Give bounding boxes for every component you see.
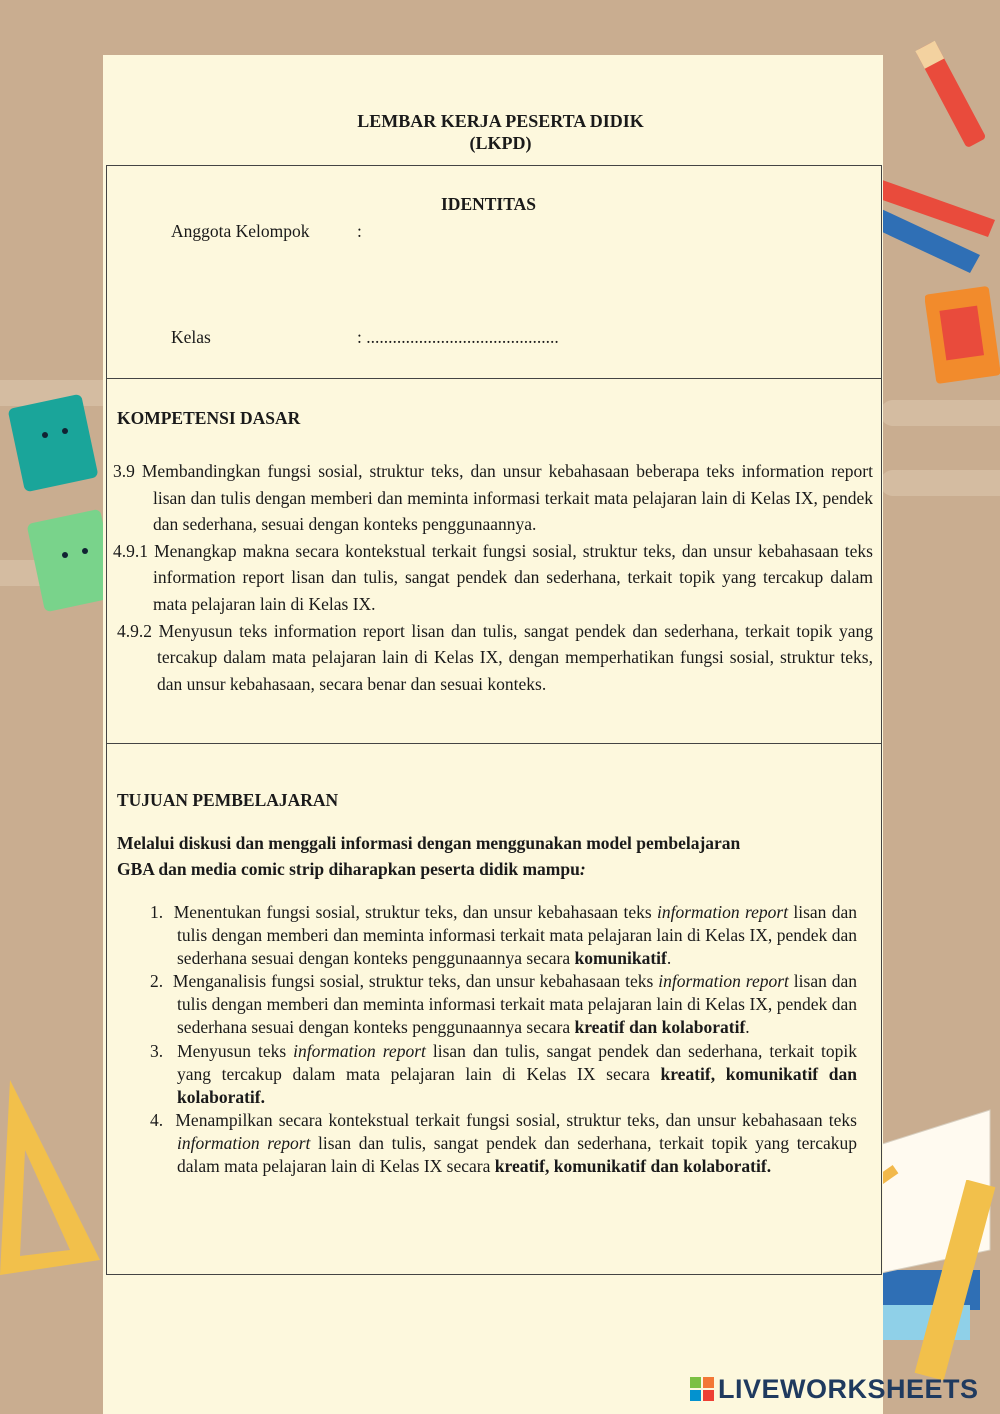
- kompetensi-heading: KOMPETENSI DASAR: [117, 408, 301, 428]
- goal-text: lisan dan tulis, sangat pendek dan sederhana, terkait topik yang tercakup dalam mata pelajaran lain di Kelas IX secara: [177, 1040, 858, 1084]
- tujuan-intro-line-2: GBA dan media comic strip diharapkan peserta didik mampu: [117, 859, 580, 879]
- tujuan-intro: [117, 830, 857, 882]
- title-line-2: (LKPD): [469, 133, 532, 153]
- goal-text-bold: kreatif, komunikatif dan kolaboratif.: [177, 1063, 857, 1107]
- goal-text: Menyusun teks: [177, 1040, 294, 1061]
- identitas-section: [106, 165, 882, 379]
- kelas-value[interactable]: : ............................................: [357, 327, 559, 347]
- goal-item: [150, 1040, 857, 1109]
- tujuan-goal-list: [150, 901, 857, 1178]
- kompetensi-section: [106, 378, 882, 744]
- goal-text: Menampilkan secara kontekstual terkait fungsi sosial, struktur teks, dan unsur kebahasaan teks: [175, 1109, 857, 1130]
- kompetensi-item: [113, 538, 873, 618]
- kompetensi-num: 4.9.2: [117, 620, 152, 641]
- book-character-icon: [0, 385, 110, 495]
- kompetensi-list: [113, 458, 873, 697]
- watermark-text: LIVEWORKSHEETS: [718, 1374, 979, 1404]
- book-icon: [925, 280, 1000, 390]
- ruler-icon: [900, 1180, 1000, 1380]
- goal-item: [150, 970, 857, 1039]
- background-stripe: [880, 470, 1000, 496]
- goal-text-italic: information report: [177, 1132, 311, 1153]
- kompetensi-text: Menyusun teks information report lisan dan tulis, sangat pendek dan sederhana, terkait topik yang tercakup dalam mata pelajaran lain di Kelas IX, dengan memperhatikan fungsi sosial, struktur teks, dan unsur kebahasaan, secara benar dan sesuai konteks.: [157, 620, 874, 694]
- anggota-kelompok-label: Anggota Kelompok: [171, 221, 310, 241]
- goal-num: 3.: [150, 1040, 164, 1061]
- goal-text: lisan dan tulis dengan memberi dan meminta informasi terkait mata pelajaran lain di Kelas IX, pendek dan sederhana sesuai dengan konteks penggunaannya secara: [177, 971, 857, 1038]
- anggota-kelompok-colon: :: [357, 221, 362, 241]
- liveworksheets-logo: [690, 1374, 979, 1405]
- pencil-icon: [880, 40, 1000, 160]
- background-stripe: [880, 400, 1000, 426]
- goal-text: lisan dan tulis, sangat pendek dan sederhana, terkait topik yang tercakup dalam mata pelajaran lain di Kelas IX secara: [177, 1132, 857, 1177]
- kompetensi-item: [113, 458, 873, 538]
- goal-text-bold: kreatif dan kolaboratif: [574, 1017, 746, 1038]
- goal-num: 4.: [150, 1109, 164, 1130]
- goal-text-italic: information report: [658, 971, 789, 992]
- page-title: [103, 110, 898, 154]
- tujuan-intro-colon: :: [579, 859, 586, 879]
- tujuan-heading: TUJUAN PEMBELAJARAN: [117, 790, 339, 810]
- kompetensi-num: 4.9.1: [113, 540, 148, 561]
- goal-text-bold: komunikatif: [574, 948, 667, 969]
- tujuan-intro-line-1: Melalui diskusi dan menggali informasi dengan menggunakan model pembelajaran: [117, 833, 741, 853]
- goal-text: Menentukan fungsi sosial, struktur teks, dan unsur kebahasaan teks: [173, 902, 657, 922]
- goal-text: lisan dan tulis dengan memberi dan meminta informasi terkait mata pelajaran lain di Kelas IX, pendek dan sederhana sesuai dengan konteks penggunaannya secara: [177, 902, 857, 969]
- kompetensi-text: Menangkap makna secara kontekstual terkait fungsi sosial, struktur teks, dan unsur kebahasaan teks information report lisan dan tulis, sangat pendek dan sederhana, terkait topik yang tercakup dalam mata pelajaran lain di Kelas IX.: [153, 540, 873, 614]
- set-square-icon: [0, 1080, 110, 1280]
- title-line-1: LEMBAR KERJA PESERTA DIDIK: [357, 111, 644, 131]
- goal-text: Menganalisis fungsi sosial, struktur teks, dan unsur kebahasaan teks: [172, 971, 659, 992]
- goal-text-italic: information report: [293, 1040, 426, 1061]
- goal-item: [150, 1109, 857, 1178]
- liveworksheets-logo-icon: [690, 1377, 714, 1401]
- goal-num: 1.: [150, 902, 164, 922]
- goal-text-end: .: [666, 948, 672, 969]
- kompetensi-text: Membandingkan fungsi sosial, struktur teks, dan unsur kebahasaan beberapa teks information report lisan dan tulis dengan memberi dan meminta informasi terkait mata pelajaran lain di Kelas IX, pendek dan sederhana, sesuai dengan konteks penggunaannya.: [141, 461, 873, 535]
- goal-item: [150, 901, 857, 970]
- goal-text-bold: kreatif, komunikatif dan kolaboratif.: [494, 1156, 772, 1177]
- kelas-label: Kelas: [171, 327, 211, 347]
- tujuan-section: [106, 743, 882, 1275]
- identitas-heading: IDENTITAS: [441, 194, 536, 214]
- goal-num: 2.: [150, 971, 164, 992]
- kompetensi-num: 3.9: [113, 461, 135, 481]
- kompetensi-item: [117, 618, 873, 698]
- goal-text-end: .: [745, 1017, 750, 1038]
- goal-text-italic: information report: [657, 902, 789, 922]
